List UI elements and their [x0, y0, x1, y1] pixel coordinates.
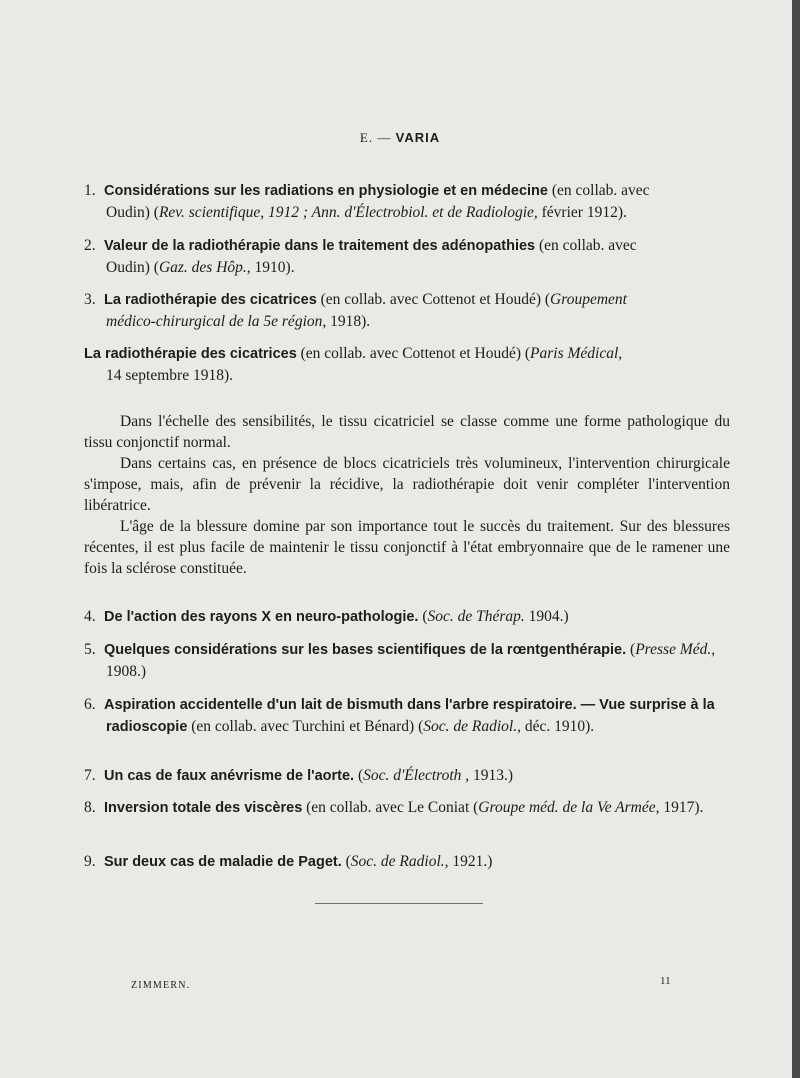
entry-title: Un cas de faux anévrisme de l'aorte.	[104, 768, 355, 784]
entry-pre: (	[341, 853, 351, 870]
entry-tail: 14 septembre 1918).	[106, 367, 233, 384]
entry-number: 1.	[84, 182, 96, 199]
section-title: VARIA	[395, 130, 441, 145]
entry-tail: 1918).	[326, 313, 371, 330]
paragraph: Dans certains cas, en présence de blocs cicatriciels très volumineux, l'intervention chirurgicale s'impose, mais, afin de prévenir la récidive, la radiothérapie doit venir compléter l'intervention libératrice.	[84, 455, 730, 514]
entry-pre: (	[626, 641, 636, 658]
entry-tail: 1904.)	[524, 608, 569, 625]
entry-number: 6.	[84, 696, 96, 713]
entry-number: 9.	[84, 853, 96, 870]
entry-tail: déc. 1910).	[520, 718, 595, 735]
entry-ref: Groupe méd. de la Ve Armée,	[478, 799, 660, 816]
entry-ref: Rev. scientifique, 1912 ; Ann. d'Électrobiol. et de Radiologie,	[158, 204, 538, 221]
entry-title: De l'action des rayons X en neuro-pathologie.	[104, 609, 419, 625]
entry-ref: Soc. de Radiol.,	[423, 718, 521, 735]
entry-8	[84, 797, 730, 819]
entry-number: 4.	[84, 608, 96, 625]
section-heading	[0, 130, 800, 146]
entry-tail: 1910).	[250, 259, 295, 276]
entry-note: (en collab. avec	[547, 182, 650, 199]
entry-ref: Paris Médical,	[530, 345, 623, 362]
entry-ref: Soc. de Thérap.	[427, 608, 525, 625]
entry-5	[84, 639, 730, 682]
section-number: E. —	[359, 130, 392, 145]
entry-title: Aspiration accidentelle d'un lait de bismuth dans l'arbre respiratoire. — Vue surprise à la radioscopie	[104, 697, 715, 735]
entry-number: 8.	[84, 799, 96, 816]
entry-ref: Soc. de Radiol.,	[350, 853, 449, 870]
separator-rule	[315, 903, 483, 904]
entry-ref: Groupement	[550, 291, 627, 308]
entry-2	[84, 235, 730, 278]
entry-1	[84, 180, 730, 223]
entry-title: La radiothérapie des cicatrices	[104, 292, 317, 308]
entry-number: 7.	[84, 767, 96, 784]
entry-pre: (en collab. avec Turchini et Bénard) (	[187, 718, 424, 735]
entry-6	[84, 694, 730, 738]
entry-number: 3.	[84, 291, 96, 308]
entry-tail: 1917).	[659, 799, 704, 816]
entry-tail: février 1912).	[537, 204, 627, 221]
entry-title: Sur deux cas de maladie de Paget.	[104, 854, 342, 870]
entry-ref: Soc. d'Électroth ,	[363, 767, 470, 784]
entry-title: Inversion totale des viscères	[104, 800, 303, 816]
entry-ref: Presse Méd.,	[635, 641, 716, 658]
body-text	[84, 411, 730, 579]
entry-note: (en collab. avec Cottenot et Houdé) (	[296, 345, 531, 362]
entry-number: 2.	[84, 237, 96, 254]
entry-4	[84, 606, 730, 628]
entry-note: (en collab. avec	[535, 237, 637, 254]
entry-tail: 1921.)	[448, 853, 493, 870]
paragraph: Dans l'échelle des sensibilités, le tissu cicatriciel se classe comme une forme pathologique du tissu conjonctif normal.	[84, 413, 730, 451]
entry-ref-cont: médico-chirurgical de la 5e région,	[106, 313, 327, 330]
page-number: 11	[660, 975, 671, 987]
entry-number: 5.	[84, 641, 96, 658]
entry-cont: Oudin) (	[106, 259, 159, 276]
entry-tail: 1913.)	[469, 767, 514, 784]
entry-tail: 1908.)	[106, 663, 147, 680]
entry-pre: (	[418, 608, 428, 625]
entry-3	[84, 289, 730, 332]
entry-3-bis	[84, 343, 730, 386]
paragraph: L'âge de la blessure domine par son importance tout le succès du traitement. Sur des blessures récentes, il est plus facile de maintenir le tissu conjonctif à l'état embryonnaire que de le ramener une fois la sclérose constituée.	[84, 518, 730, 577]
entry-note: (en collab. avec Cottenot et Houdé) (	[316, 291, 551, 308]
entry-ref: Gaz. des Hôp.,	[158, 259, 251, 276]
entry-title: Valeur de la radiothérapie dans le traitement des adénopathies	[104, 238, 536, 254]
footer-author: ZIMMERN.	[131, 980, 191, 991]
entry-9	[84, 851, 730, 873]
entry-cont: Oudin) (	[106, 204, 159, 221]
entry-title: Quelques considérations sur les bases scientifiques de la rœntgenthérapie.	[104, 642, 627, 658]
entry-title: Considérations sur les radiations en physiologie et en médecine	[104, 183, 548, 199]
entry-7	[84, 765, 730, 787]
entry-title: La radiothérapie des cicatrices	[84, 346, 297, 362]
entry-pre: (	[354, 767, 364, 784]
entry-pre: (en collab. avec Le Coniat (	[302, 799, 479, 816]
